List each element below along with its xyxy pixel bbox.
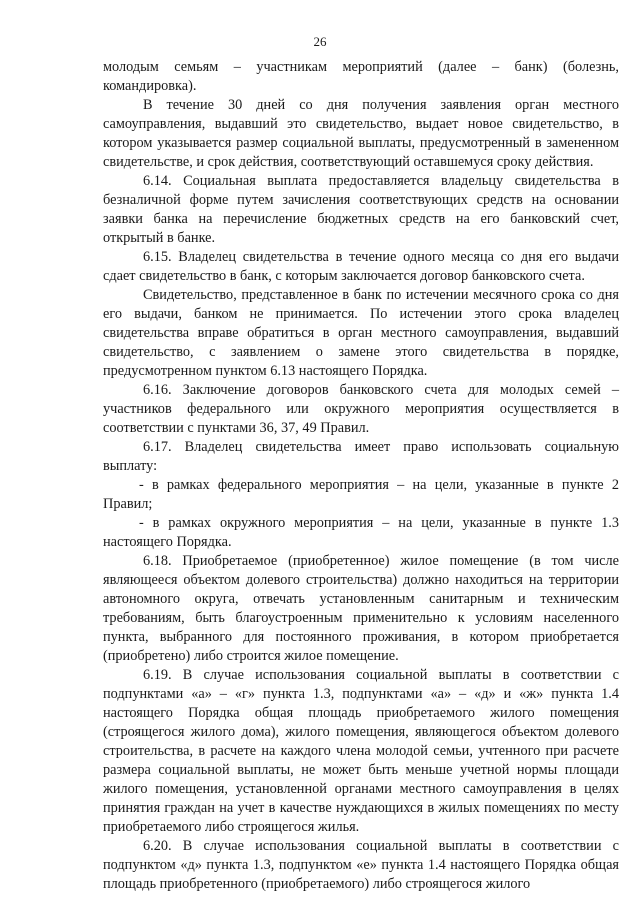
paragraph-6-14: 6.14. Социальная выплата предоставляется владельцу свидетельства в безналичной форме путем зачисления соответствующих средств на основании заявки банка на перечисление бюджетных средств на его банковский счет, открытый в банке. — [103, 173, 619, 246]
list-item-federal: - в рамках федерального мероприятия – на цели, указанные в пункте 2 Правил; — [103, 477, 619, 512]
paragraph-6-16: 6.16. Заключение договоров банковского счета для молодых семей – участников федерального или окружного мероприятия осуществляется в соответствии с пунктами 36, 37, 49 Правил. — [103, 382, 619, 436]
paragraph-6-18: 6.18. Приобретаемое (приобретенное) жилое помещение (в том числе являющееся объектом долевого строительства) должно находиться на территории автономного округа, отвечать установленным санитарным и техническим требованиям, быть благоустроенным применительно к условиям населенного пункта, выбранного для постоянного проживания, в котором приобретается (приобретено) либо строится жилое помещение. — [103, 553, 619, 664]
paragraph: Свидетельство, представленное в банк по истечении месячного срока со дня его выдачи, банком не принимается. По истечении этого срока владелец свидетельства вправе обратиться в орган местного самоуправления, выдавший свидетельство, с заявлением о замене этого свидетельства в порядке, предусмотренном пунктом 6.13 настоящего Порядка. — [103, 287, 619, 379]
paragraph-6-20: 6.20. В случае использования социальной выплаты в соответствии с подпунктом «д» пункта 1.3, подпунктом «е» пункта 1.4 настоящего Порядка общая площадь приобретенного (приобретаемого) либо строящегося жилого — [103, 838, 619, 892]
document-body — [103, 58, 619, 894]
paragraph-6-15: 6.15. Владелец свидетельства в течение одного месяца со дня его выдачи сдает свидетельство в банк, с которым заключается договор банковского счета. — [103, 249, 619, 284]
paragraph-continuation: молодым семьям – участникам мероприятий (далее – банк) (болезнь, командировка). — [103, 59, 619, 94]
paragraph-6-17: 6.17. Владелец свидетельства имеет право использовать социальную выплату: — [103, 439, 619, 474]
paragraph: В течение 30 дней со дня получения заявления орган местного самоуправления, выдавший это свидетельство, выдает новое свидетельство, в котором указывается размер социальной выплаты, предусмотренный в замененном свидетельстве, и срок действия, соответствующий оставшемуся сроку действия. — [103, 97, 619, 170]
list-item-regional: - в рамках окружного мероприятия – на цели, указанные в пункте 1.3 настоящего Порядка. — [103, 515, 619, 550]
page-number: 26 — [313, 34, 327, 49]
paragraph-6-19: 6.19. В случае использования социальной выплаты в соответствии с подпунктами «а» – «г» пункта 1.3, подпунктами «а» – «д» и «ж» пункта 1.4 настоящего Порядка общая площадь приобретаемого жилого помещения (строящегося жилого дома), жилого помещения, являющегося объектом долевого строительства, в расчете на каждого члена молодой семьи, учтенного при расчете размера социальной выплаты, не может быть меньше учетной нормы площади жилого помещения, установленной органами местного самоуправления в целях принятия граждан на учет в качестве нуждающихся в жилых помещениях по месту приобретаемого либо строящегося жилья. — [103, 667, 619, 835]
